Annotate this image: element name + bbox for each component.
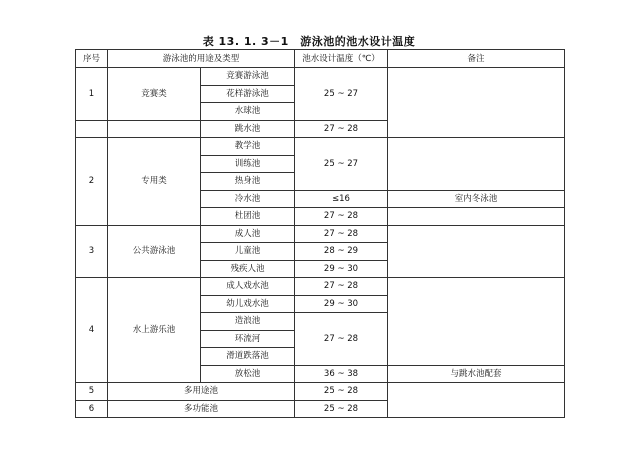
- temperature-value: 27 ~ 28: [295, 313, 388, 366]
- pool-type: 成人戏水池: [201, 278, 295, 296]
- pool-type: 训练池: [201, 155, 295, 173]
- pool-type: 环流河: [201, 330, 295, 348]
- pool-temperature-table: [75, 49, 565, 418]
- remark-value: [388, 225, 565, 278]
- header-remarks: 备注: [388, 50, 565, 68]
- row-index: 2: [76, 138, 108, 226]
- temperature-value: 25 ~ 27: [295, 138, 388, 191]
- pool-usage: 多功能池: [108, 400, 295, 418]
- category-label: 专用类: [108, 138, 201, 226]
- remark-value: [388, 68, 565, 138]
- row-index: 4: [76, 278, 108, 383]
- pool-type: 冷水池: [201, 190, 295, 208]
- row-index: 6: [76, 400, 108, 418]
- pool-type: 放松池: [201, 365, 295, 383]
- row-index: 1: [76, 68, 108, 121]
- remark-value: 与跳水池配套: [388, 365, 565, 383]
- table-row: [76, 278, 565, 296]
- pool-type: 儿童池: [201, 243, 295, 261]
- header-usage: 游泳池的用途及类型: [108, 50, 295, 68]
- pool-type: 残疾人池: [201, 260, 295, 278]
- pool-type: 造浪池: [201, 313, 295, 331]
- table-title: 表 13. 1. 3－1 游泳池的池水设计温度: [202, 35, 416, 48]
- remark-value: 室内冬泳池: [388, 190, 565, 208]
- row-index: 5: [76, 383, 108, 401]
- temperature-value: 27 ~ 28: [295, 120, 388, 138]
- header-row: [76, 50, 565, 68]
- temperature-value: 36 ~ 38: [295, 365, 388, 383]
- temperature-value: 28 ~ 29: [295, 243, 388, 261]
- pool-type: 竞赛游泳池: [201, 68, 295, 86]
- table-row: [76, 138, 565, 156]
- remark-value: [388, 138, 565, 191]
- header-index: 序号: [76, 50, 108, 68]
- pool-type: 滑道跌落池: [201, 348, 295, 366]
- temperature-value: 29 ~ 30: [295, 295, 388, 313]
- temperature-value: 27 ~ 28: [295, 208, 388, 226]
- pool-type: 教学池: [201, 138, 295, 156]
- pool-usage: 多用途池: [108, 383, 295, 401]
- category-label: 水上游乐池: [108, 278, 201, 383]
- remark-value: [388, 208, 565, 226]
- pool-type: 成人池: [201, 225, 295, 243]
- temperature-value: 25 ~ 28: [295, 383, 388, 401]
- row-index: 3: [76, 225, 108, 278]
- temperature-value: ≤16: [295, 190, 388, 208]
- category-spacer: [108, 120, 201, 138]
- pool-type: 跳水池: [201, 120, 295, 138]
- table-row: [76, 225, 565, 243]
- pool-type: 幼儿戏水池: [201, 295, 295, 313]
- header-temperature: 池水设计温度（℃）: [295, 50, 388, 68]
- row-index-spacer: [76, 120, 108, 138]
- temperature-value: 27 ~ 28: [295, 278, 388, 296]
- pool-type: 花样游泳池: [201, 85, 295, 103]
- category-label: 公共游泳池: [108, 225, 201, 278]
- pool-type: 水球池: [201, 103, 295, 121]
- table-row: [76, 383, 565, 401]
- remark-value: [388, 383, 565, 418]
- pool-type: 热身池: [201, 173, 295, 191]
- temperature-value: 25 ~ 28: [295, 400, 388, 418]
- remark-value: [388, 278, 565, 366]
- table-row: [76, 68, 565, 86]
- temperature-value: 27 ~ 28: [295, 225, 388, 243]
- temperature-value: 29 ~ 30: [295, 260, 388, 278]
- temperature-value: 25 ~ 27: [295, 68, 388, 121]
- pool-type: 杜团池: [201, 208, 295, 226]
- category-label: 竞赛类: [108, 68, 201, 121]
